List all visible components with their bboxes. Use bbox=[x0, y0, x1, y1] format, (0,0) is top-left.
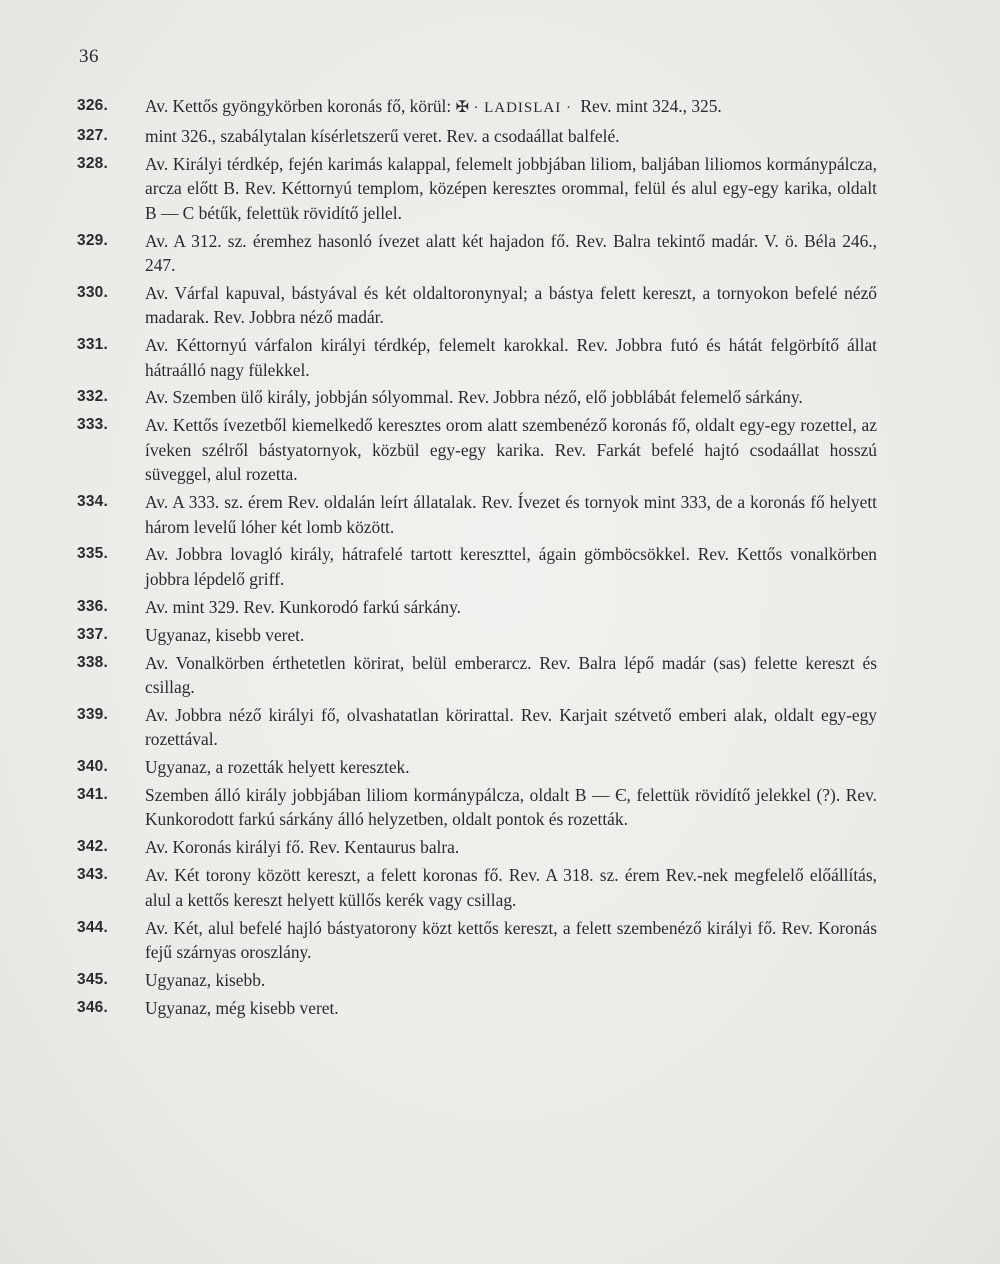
entry-text: Av. mint 329. Rev. Kunkorodó farkú sárkány. bbox=[145, 596, 462, 617]
entry-text: Ugyanaz, kisebb. bbox=[145, 969, 266, 990]
page-number: 36 bbox=[79, 46, 99, 67]
entry-number: 328. bbox=[77, 154, 108, 172]
list-item bbox=[77, 94, 877, 120]
cross-symbol: ✠ bbox=[455, 99, 469, 116]
list-item bbox=[77, 651, 877, 700]
entry-text: Av. Vonalkörben érthetetlen körirat, belül emberarcz. Rev. Balra lépő madár (sas) felette kereszt és csillag. bbox=[145, 652, 877, 697]
list-item bbox=[77, 333, 877, 382]
entry-text: Av. A 333. sz. érem Rev. oldalán leírt állatalak. Rev. Ívezet és tornyok mint 333, de a koronás fő helyett három levelű lóher két lomb között. bbox=[145, 492, 877, 537]
entry-list bbox=[77, 94, 877, 1024]
list-item bbox=[77, 152, 877, 225]
entry-number: 337. bbox=[77, 625, 108, 643]
entry-text: Av. Királyi térdkép, fején karimás kalappal, felemelt jobbjában liliom, baljában liliomos kormánypálcza, arcza előtt B. Rev. Kéttornyú templom, középen keresztes orommal, felül és alul egy-egy karika, oldalt B — C bétűk, felettük rövidítő jellel. bbox=[145, 153, 877, 223]
list-item bbox=[77, 623, 877, 647]
entry-text: Av. Két torony között kereszt, a felett koronas fő. Rev. A 318. sz. érem Rev.-nek megfelelő előállítás, alul a kettős kereszt helyett küllős kerék vagy csillag. bbox=[145, 865, 877, 910]
entry-number: 327. bbox=[77, 126, 108, 144]
entry-text: Av. Jobbra néző királyi fő, olvashatatlan körirattal. Rev. Karjait szétvető emberi alak, oldalt egy-egy rozettával. bbox=[145, 704, 877, 750]
entry-text: Av. Kettős ívezetből kiemelkedő keresztes orom alatt szembenéző koronás fő, oldalt egy-egy rozettel, az íveken szélről bástyatornyok, közbül egy-egy karika. Rev. Farkát befelé hajtó csodaállat hosszú süveggel, alul rozetta. bbox=[145, 415, 877, 485]
entry-number: 329. bbox=[77, 231, 108, 249]
list-item bbox=[77, 863, 877, 912]
entry-number: 341. bbox=[77, 786, 108, 804]
entry-number: 340. bbox=[77, 758, 108, 776]
entry-text: Ugyanaz, még kisebb veret. bbox=[145, 997, 339, 1018]
entry-text: Av. A 312. sz. éremhez hasonló ívezet alatt két hajadon fő. Rev. Balra tekintő madár. V. ö. Béla 246., 247. bbox=[145, 230, 877, 275]
entry-text: Av. Kettős gyöngykörben koronás fő, körül: bbox=[145, 96, 452, 116]
list-item bbox=[77, 490, 877, 539]
list-item bbox=[77, 996, 877, 1020]
list-item bbox=[77, 916, 877, 965]
entry-number: 338. bbox=[77, 653, 108, 671]
entry-text: Szemben álló király jobbjában liliom kormánypálcza, oldalt B — Є, felettük rövidítő jelekkel (?). Rev. Kunkorodott farkú sárkány álló helyzetben, oldalt pontok és rozetták. bbox=[145, 785, 877, 830]
list-item bbox=[77, 835, 877, 859]
list-item bbox=[77, 413, 877, 486]
list-item bbox=[77, 968, 877, 992]
entry-number: 336. bbox=[77, 597, 108, 615]
list-item bbox=[77, 229, 877, 278]
list-item bbox=[77, 703, 877, 752]
entry-number: 335. bbox=[77, 545, 108, 563]
entry-number: 333. bbox=[77, 416, 108, 434]
entry-text: Ugyanaz, kisebb veret. bbox=[145, 624, 305, 645]
entry-number: 346. bbox=[77, 998, 108, 1016]
entry-text-tail: Rev. mint 324., 325. bbox=[580, 96, 722, 116]
entry-number: 332. bbox=[77, 388, 108, 406]
list-item bbox=[77, 783, 877, 832]
entry-number: 330. bbox=[77, 283, 108, 301]
entry-number: 342. bbox=[77, 838, 108, 856]
entry-text: mint 326., szabálytalan kísérletszerű veret. Rev. a csodaállat balfelé. bbox=[145, 125, 620, 146]
entry-text: Av. Várfal kapuval, bástyával és két oldaltoronynyal; a bástya felett kereszt, a tornyokon befelé néző madarak. Rev. Jobbra néző madár. bbox=[145, 282, 877, 328]
entry-number: 345. bbox=[77, 970, 108, 988]
list-item bbox=[77, 595, 877, 619]
list-item bbox=[77, 755, 877, 779]
entry-number: 344. bbox=[77, 918, 108, 936]
entry-number: 334. bbox=[77, 493, 108, 511]
entry-number: 339. bbox=[77, 705, 108, 723]
list-item bbox=[77, 385, 877, 409]
entry-number: 326. bbox=[77, 97, 108, 114]
list-item bbox=[77, 542, 877, 591]
entry-text: Ugyanaz, a rozetták helyett keresztek. bbox=[145, 757, 410, 778]
list-item bbox=[77, 124, 877, 148]
legend-inscription: · LADISLAI · bbox=[473, 100, 573, 116]
entry-text: Av. Két, alul befelé hajló bástyatorony közt kettős kereszt, a felett szembenéző királyi fő. Rev. Koronás fejű szárnyas oroszlány. bbox=[145, 917, 877, 962]
entry-text: Av. Kéttornyú várfalon királyi térdkép, felemelt karokkal. Rev. Jobbra futó és hátát felgörbítő állat hátraálló nagy fülekkel. bbox=[145, 335, 877, 380]
list-item bbox=[77, 281, 877, 330]
entry-text: Av. Szemben ülő király, jobbján sólyommal. Rev. Jobbra néző, elő jobblábát felemelő sárkány. bbox=[145, 387, 803, 408]
entry-text: Av. Jobbra lovagló király, hátrafelé tartott kereszttel, ágain gömböcsökkel. Rev. Kettős vonalkörben jobbra lépdelő griff. bbox=[145, 544, 877, 589]
entry-number: 343. bbox=[77, 866, 108, 884]
entry-number: 331. bbox=[77, 336, 108, 354]
entry-text: Av. Koronás királyi fő. Rev. Kentaurus balra. bbox=[145, 837, 460, 858]
